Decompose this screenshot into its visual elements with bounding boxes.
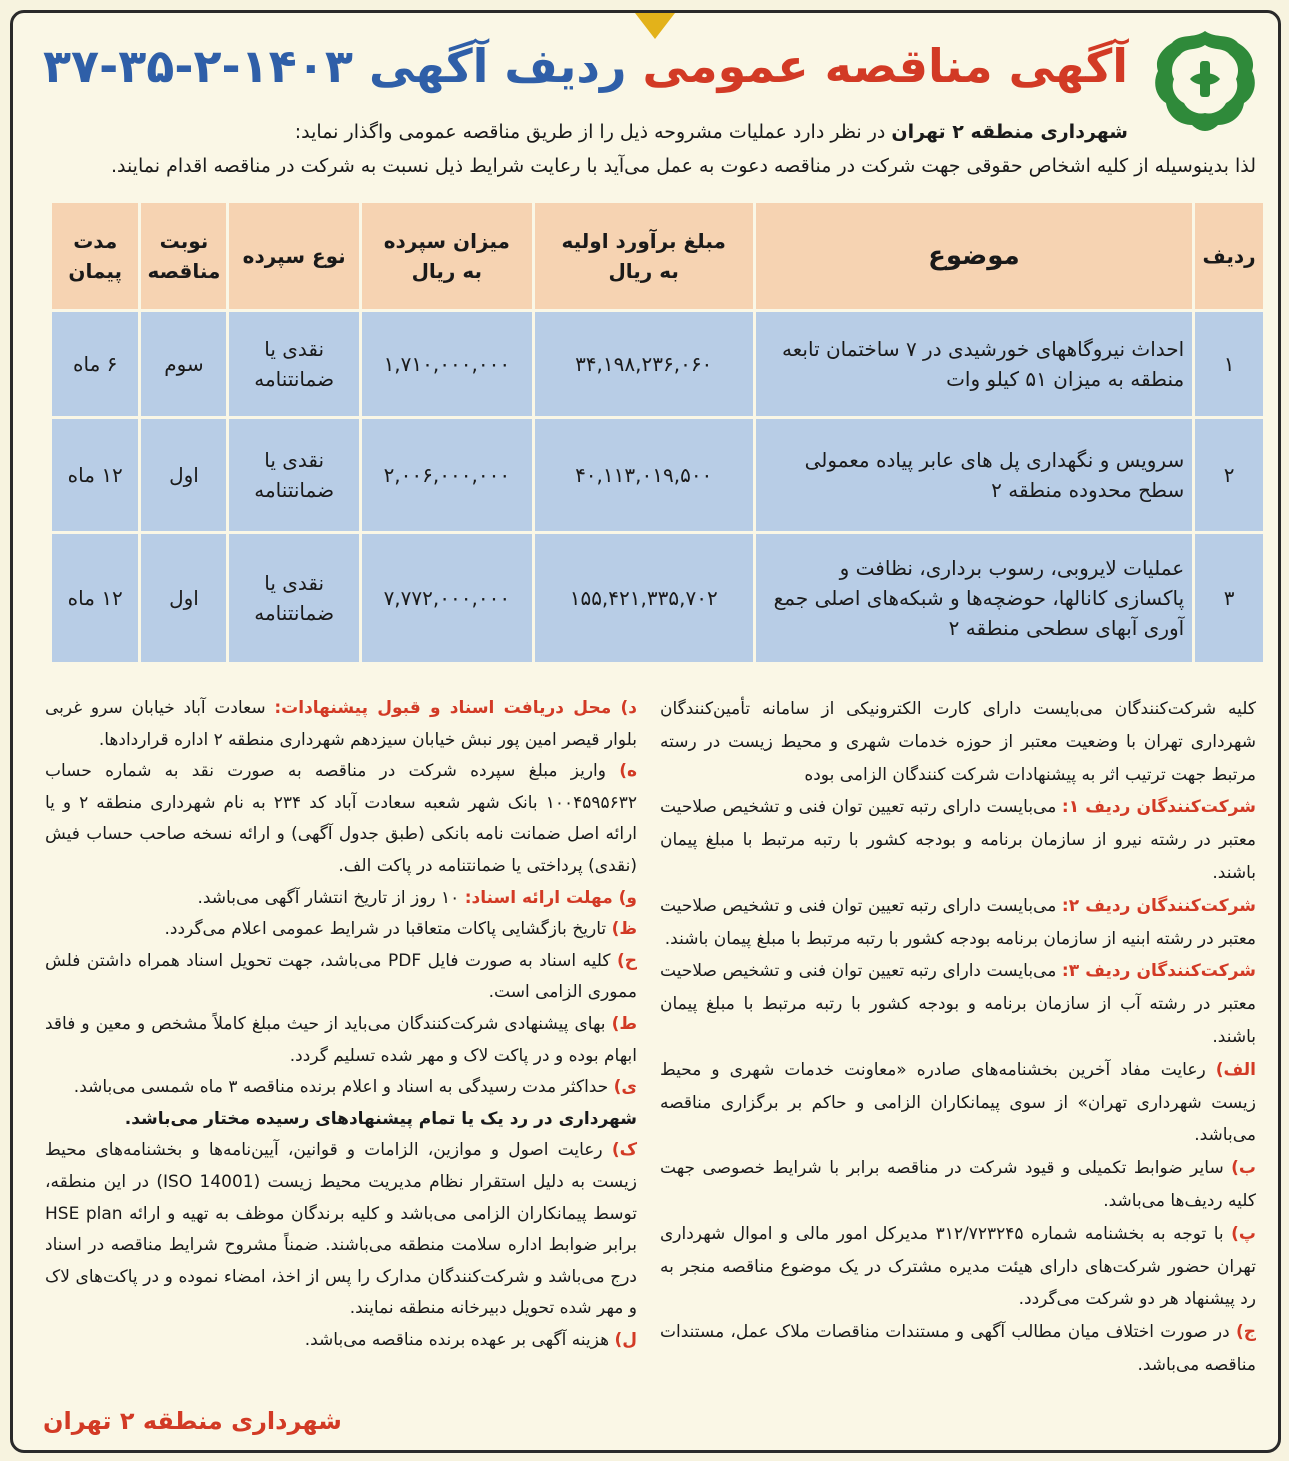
cell-deposit: ۲,۰۰۶,۰۰۰,۰۰۰ [359,419,532,534]
notice-frame [10,10,1281,1453]
condition-text: می‌بایست دارای رتبه تعیین توان فنی و تشخیص صلاحیت معتبر در رشته نیرو از سازمان برنامه و بودجه کشور با رتبه مرتبط با مبلغ پیمان باشند. [660,797,1256,883]
header-deposit-line1: میزان سپرده [383,229,510,253]
condition-item [660,1218,1256,1316]
tender-table [49,203,1263,665]
condition-label: ی) [613,1077,637,1098]
page-title [42,29,1128,103]
condition-label: شرکت‌کنندگان ردیف ۳: [1061,961,1256,982]
condition-item [660,1152,1256,1218]
condition-item [45,756,637,882]
header-duration [49,203,138,312]
header-round-line1: نوبت [159,229,209,253]
header-duration-line2: پیمان [68,259,123,283]
condition-label: شرکت‌کنندگان ردیف ۲: [1061,895,1256,916]
condition-item [45,946,637,1009]
condition-text: ۱۰ روز از تاریخ انتشار آگهی می‌باشد. [197,887,460,908]
condition-text: سعادت آباد خیابان سرو غربی بلوار قیصر امین پور نبش خیابان سیزدهم شهرداری منطقه ۲ اداره قراردادها. [45,698,637,750]
condition-text: می‌بایست دارای رتبه تعیین توان فنی و تشخیص صلاحیت معتبر در رشته آب از سازمان برنامه و بودجه کشور با رتبه مرتبط با مبلغ پیمان باشند. [660,961,1256,1047]
table-header-row [49,203,1263,312]
condition-text: تاریخ بازگشایی پاکات متعاقبا در شرایط عمومی اعلام می‌گردد. [164,919,607,940]
condition-text: رعایت اصول و موازین، الزامات و قوانین، آیین‌نامه‌ها و بخشنامه‌های محیط زیست به دلیل استقرار نظام مدیریت محیط زیست (ISO 14001) در این منطقه، توسط پیمانکاران الزامی می‌باشد و کلیه برندگان موظف به تهیه و ارائه HSE plan برابر ضوابط اداره سلامت منطقه می‌باشند. ضمناً مشروح شرایط مناقصه در اسناد درج می‌باشد و شرکت‌کنندگان مدارک را پس از اخذ، امضاء نموده و در پاکت‌های لاک و مهر شده تحویل دبیرخانه منطقه نمایند. [45,1140,638,1319]
condition-label: د) محل دریافت اسناد و قبول پیشنهادات: [274,698,637,718]
cell-deposit: ۷,۷۷۲,۰۰۰,۰۰۰ [359,534,532,665]
header-round [138,203,226,312]
condition-item [45,1135,637,1325]
cell-deposit-type: نقدی یا ضمانتنامه [226,534,358,665]
condition-label: ل) [614,1329,637,1350]
cell-deposit-type: نقدی یا ضمانتنامه [226,312,358,419]
header-row-no: ردیف [1192,203,1263,312]
intro-org: شهرداری منطقه ۲ تهران [891,121,1128,143]
cell-round: اول [138,534,226,665]
header-deposit-line2: به ریال [411,259,483,283]
header-estimate-line2: به ریال [608,259,679,283]
condition-item [45,1325,637,1357]
cell-row-no: ۱ [1192,312,1263,419]
condition-label: ظ) [611,919,637,940]
table-row [49,534,1263,665]
cell-round: سوم [138,312,226,419]
condition-text: با توجه به بخشنامه شماره ۳۱۲/۷۲۳۲۴۵ مدیرکل امور مالی و اموال شهرداری تهران حضور شرکت‌های دارای هیئت مدیره مشترک در یک موضوع مناقصه منجر به رد پیشنهاد هر دو شرکت می‌گردد. [660,1223,1256,1310]
condition-item [45,1009,637,1072]
condition-label: پ) [1231,1223,1257,1244]
header-estimate [532,203,753,312]
table-row [49,312,1263,419]
cell-estimate: ۴۰,۱۱۳,۰۱۹,۵۰۰ [532,419,753,534]
cell-subject: عملیات لایروبی، رسوب برداری، نظافت و پاکسازی کانالها، حوضچه‌ها و شبکه‌های اصلی جمع آوری آبهای سطحی منطقه ۲ [753,534,1193,665]
condition-item [660,890,1256,956]
condition-item [660,693,1256,791]
cell-subject: سرویس و نگهداری پل های عابر پیاده معمولی سطح محدوده منطقه ۲ [753,419,1193,534]
conditions-right-column [660,693,1256,1382]
condition-label: ک) [611,1140,637,1161]
rejection-clause [45,1104,637,1136]
condition-text: سایر ضوابط تکمیلی و قیود شرکت در مناقصه برابر با شرایط خصوصی جهت کلیه ردیف‌ها می‌باشد. [660,1158,1256,1211]
cell-deposit-type: نقدی یا ضمانتنامه [226,419,358,534]
cell-row-no: ۳ [1192,534,1263,665]
title-prefix: آگهی مناقصه عمومی [642,39,1128,93]
cell-round: اول [138,419,226,534]
title-number: ۱۴۰۳-۲-۳۵-۳۷ [42,39,353,93]
footer-signature: شهرداری منطقه ۲ تهران [43,1407,342,1435]
intro-line-2: لذا بدینوسیله از کلیه اشخاص حقوقی جهت شرکت در مناقصه دعوت به عمل می‌آید با رعایت شرایط ذیل نسبت به شرکت در مناقصه اقدام نمایند. [110,155,1256,177]
condition-item [45,693,637,756]
header-subject: موضوع [753,203,1193,312]
condition-item [45,883,637,915]
condition-label: ه) [619,761,637,782]
condition-label: ب) [1231,1158,1257,1179]
condition-text: در صورت اختلاف میان مطالب آگهی و مستندات مناقصات ملاک عمل، مستندات مناقصه می‌باشد. [660,1322,1256,1375]
header-deposit [359,203,532,312]
cell-subject: احداث نیروگاههای خورشیدی در ۷ ساختمان تابعه منطقه به میزان ۵۱ کیلو وات [753,312,1193,419]
cell-row-no: ۲ [1192,419,1263,534]
header-round-line2: مناقصه [147,259,221,283]
cell-duration: ۱۲ ماه [49,534,138,665]
cell-estimate: ۱۵۵,۴۲۱,۳۳۵,۷۰۲ [532,534,753,665]
cell-duration: ۶ ماه [49,312,138,419]
condition-label: ط) [611,1013,638,1034]
cell-estimate: ۳۴,۱۹۸,۲۳۶,۰۶۰ [532,312,753,419]
condition-text: هزینه آگهی بر عهده برنده مناقصه می‌باشد. [304,1329,610,1350]
header-estimate-line1: مبلغ برآورد اولیه [561,229,726,253]
intro-line1-rest: در نظر دارد عملیات مشروحه ذیل را از طریق مناقصه عمومی واگذار نماید: [294,121,886,143]
condition-text: واریز مبلغ سپرده شرکت در مناقصه به صورت نقد به شماره حساب ۱۰۰۴۵۹۵۶۳۲ بانک شهر شعبه سعادت آباد کد ۲۳۴ به نام شهرداری منطقه ۲ و یا ارائه اصل ضمانت نامه بانکی (طبق جدول آگهی) و ارائه نسخه صاحب حساب فیش (نقدی) پرداختی یا ضمانتنامه در پاکت الف. [45,761,637,876]
header-duration-line1: مدت [73,229,118,253]
condition-item [660,1054,1256,1152]
condition-label: الف) [1215,1059,1256,1080]
condition-text: می‌بایست دارای رتبه تعیین توان فنی و تشخیص صلاحیت معتبر در رشته ابنیه از سازمان برنامه بودجه کشور با رتبه مرتبط با مبلغ پیمان باشند. [660,895,1256,949]
condition-label: شرکت‌کنندگان ردیف ۱: [1061,797,1256,818]
condition-item [660,955,1256,1053]
condition-item [45,1072,637,1104]
table-row [49,419,1263,534]
condition-item [660,1316,1256,1382]
tehran-municipality-logo-icon [1150,27,1260,135]
cell-duration: ۱۲ ماه [49,419,138,534]
condition-text: کلیه شرکت‌کنندگان می‌بایست دارای کارت الکترونیکی از سامانه تأمین‌کنندگان شهرداری تهران با وضعیت معتبر از حوزه خدمات شهری و محیط زیست در رسته مرتبط جهت ترتیب اثر به پیشنهادات شرکت کنندگان الزامی بوده [660,699,1256,785]
header-deposit-type: نوع سپرده [226,203,358,312]
condition-text: بهای پیشنهادی شرکت‌کنندگان می‌باید از حیث مبلغ کاملاً مشخص و معین و فاقد ابهام بوده و در پاکت لاک و مهر شده تسلیم گردد. [45,1013,637,1066]
conditions-left-column [45,693,637,1356]
condition-text: رعایت مفاد آخرین بخشنامه‌های صادره «معاونت خدمات شهری و محیط زیست شهرداری تهران» از سوی پیمانکاران الزامی و حاکم بر برگزاری مناقصه می‌باشد. [660,1059,1256,1146]
title-mid: ردیف آگهی [368,39,627,93]
condition-label: ج) [1235,1322,1256,1343]
condition-text: حداکثر مدت رسیدگی به اسناد و اعلام برنده مناقصه ۳ ماه شمسی می‌باشد. [73,1077,609,1098]
intro-line-1 [128,117,1128,147]
condition-item [660,791,1256,889]
cell-deposit: ۱,۷۱۰,۰۰۰,۰۰۰ [359,312,532,419]
condition-label: ح) [616,950,637,971]
condition-text: شهرداری در رد یک یا تمام پیشنهادهای رسیده مختار می‌باشد. [124,1108,637,1129]
condition-item [45,914,637,946]
condition-text: کلیه اسناد به صورت فایل PDF می‌باشد، جهت تحویل اسناد همراه داشتن فلش مموری الزامی است. [45,950,637,1003]
condition-label: و) مهلت ارائه اسناد: [464,887,637,908]
